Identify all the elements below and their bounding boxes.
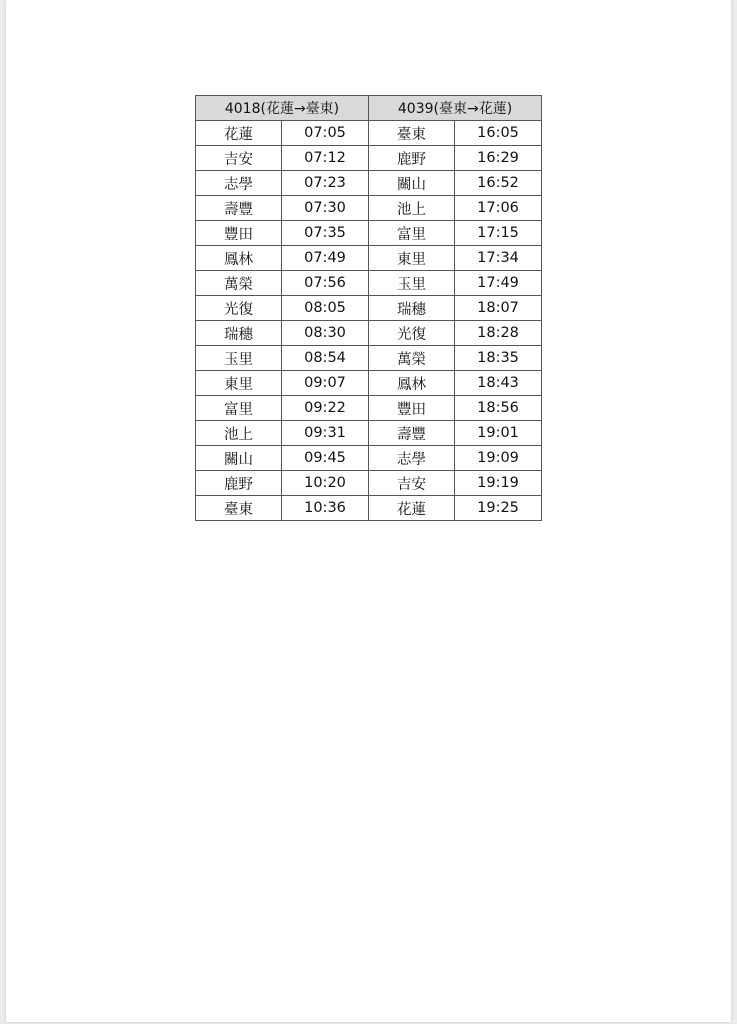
station-cell: 東里 — [369, 246, 455, 271]
time-cell: 09:22 — [282, 396, 369, 421]
station-cell: 壽豐 — [369, 421, 455, 446]
time-cell: 07:12 — [282, 146, 369, 171]
time-cell: 09:07 — [282, 371, 369, 396]
train-timetable — [195, 95, 542, 521]
time-cell: 09:31 — [282, 421, 369, 446]
table-row — [196, 246, 542, 271]
time-cell: 07:30 — [282, 196, 369, 221]
station-cell: 瑞穗 — [369, 296, 455, 321]
station-cell: 壽豐 — [196, 196, 282, 221]
time-cell: 08:54 — [282, 346, 369, 371]
time-cell: 07:56 — [282, 271, 369, 296]
time-cell: 17:06 — [455, 196, 542, 221]
station-cell: 吉安 — [369, 471, 455, 496]
table-row — [196, 296, 542, 321]
station-cell: 鳳林 — [196, 246, 282, 271]
station-cell: 花蓮 — [196, 121, 282, 146]
table-row — [196, 321, 542, 346]
station-cell: 鳳林 — [369, 371, 455, 396]
table-row — [196, 471, 542, 496]
time-cell: 18:28 — [455, 321, 542, 346]
station-cell: 豐田 — [369, 396, 455, 421]
time-cell: 19:01 — [455, 421, 542, 446]
station-cell: 關山 — [369, 171, 455, 196]
time-cell: 07:49 — [282, 246, 369, 271]
time-cell: 08:05 — [282, 296, 369, 321]
station-cell: 花蓮 — [369, 496, 455, 521]
time-cell: 16:05 — [455, 121, 542, 146]
station-cell: 萬榮 — [196, 271, 282, 296]
table-row — [196, 371, 542, 396]
time-cell: 10:36 — [282, 496, 369, 521]
table-row — [196, 146, 542, 171]
time-cell: 19:25 — [455, 496, 542, 521]
table-row — [196, 346, 542, 371]
time-cell: 19:19 — [455, 471, 542, 496]
station-cell: 志學 — [196, 171, 282, 196]
time-cell: 18:35 — [455, 346, 542, 371]
time-cell: 10:20 — [282, 471, 369, 496]
table-row — [196, 396, 542, 421]
station-cell: 東里 — [196, 371, 282, 396]
train-4018-header: 4018(花蓮→臺東) — [196, 96, 369, 121]
header-row — [196, 96, 542, 121]
time-cell: 16:29 — [455, 146, 542, 171]
station-cell: 萬榮 — [369, 346, 455, 371]
table-row — [196, 496, 542, 521]
station-cell: 臺東 — [196, 496, 282, 521]
station-cell: 光復 — [369, 321, 455, 346]
time-cell: 07:35 — [282, 221, 369, 246]
table-row — [196, 196, 542, 221]
station-cell: 光復 — [196, 296, 282, 321]
time-cell: 07:05 — [282, 121, 369, 146]
time-cell: 07:23 — [282, 171, 369, 196]
time-cell: 18:43 — [455, 371, 542, 396]
station-cell: 池上 — [196, 421, 282, 446]
station-cell: 玉里 — [369, 271, 455, 296]
station-cell: 臺東 — [369, 121, 455, 146]
table-row — [196, 421, 542, 446]
time-cell: 17:34 — [455, 246, 542, 271]
time-cell: 09:45 — [282, 446, 369, 471]
station-cell: 玉里 — [196, 346, 282, 371]
table-row — [196, 221, 542, 246]
station-cell: 富里 — [196, 396, 282, 421]
time-cell: 18:56 — [455, 396, 542, 421]
station-cell: 關山 — [196, 446, 282, 471]
station-cell: 鹿野 — [369, 146, 455, 171]
time-cell: 17:15 — [455, 221, 542, 246]
station-cell: 富里 — [369, 221, 455, 246]
table-row — [196, 271, 542, 296]
station-cell: 鹿野 — [196, 471, 282, 496]
document-page — [6, 0, 731, 1022]
table-row — [196, 171, 542, 196]
table-row — [196, 446, 542, 471]
station-cell: 池上 — [369, 196, 455, 221]
station-cell: 吉安 — [196, 146, 282, 171]
time-cell: 17:49 — [455, 271, 542, 296]
station-cell: 豐田 — [196, 221, 282, 246]
time-cell: 19:09 — [455, 446, 542, 471]
timetable-body — [196, 121, 542, 521]
station-cell: 瑞穗 — [196, 321, 282, 346]
train-4039-header: 4039(臺東→花蓮) — [369, 96, 542, 121]
time-cell: 16:52 — [455, 171, 542, 196]
station-cell: 志學 — [369, 446, 455, 471]
table-row — [196, 121, 542, 146]
time-cell: 08:30 — [282, 321, 369, 346]
time-cell: 18:07 — [455, 296, 542, 321]
